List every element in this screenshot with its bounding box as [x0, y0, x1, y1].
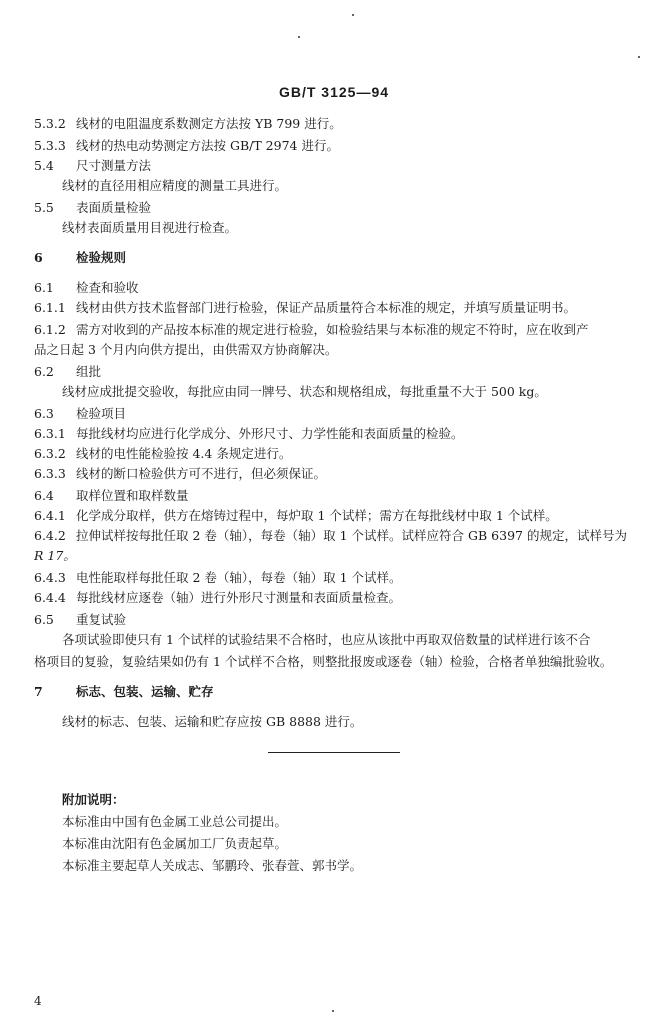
clause-text: 检查和验收	[76, 280, 139, 295]
clause-number: 6.4.3	[34, 570, 66, 585]
clause-text: 取样位置和取样数量	[76, 488, 189, 503]
clause-number: 5.5	[34, 200, 54, 215]
clause-line	[34, 138, 339, 154]
clause-text: 电性能取样每批任取 2 卷（轴），每卷（轴）取 1 个试样。	[76, 570, 402, 585]
clause-number: 6.4.4	[34, 590, 66, 605]
clause-number: 6.4	[34, 488, 54, 503]
clause-line	[34, 406, 126, 422]
clause-text: 拉伸试样按每批任取 2 卷（轴），每卷（轴）取 1 个试样。试样应符合 GB 6397 的规定，试样号为	[76, 528, 627, 543]
paragraph-line	[34, 714, 362, 730]
clause-line	[34, 488, 189, 504]
clause-line	[34, 612, 126, 628]
clause-number: 6.3.1	[34, 426, 66, 441]
clause-text: 线材的热电动势测定方法按 GB/T 2974 进行。	[76, 138, 339, 153]
clause-line	[34, 200, 151, 216]
clause-line	[34, 280, 139, 296]
clause-number: 5.3.3	[34, 138, 66, 153]
section-number: 7	[34, 684, 43, 699]
paragraph-line	[34, 654, 612, 670]
clause-text: 化学成分取样，供方在熔铸过程中，每炉取 1 个试样；需方在每批线材中取 1 个试样。	[76, 508, 558, 523]
clause-text: 组批	[76, 364, 102, 379]
clause-text: 重复试验	[76, 612, 127, 627]
note-item: 本标准由中国有色金属工业总公司提出。	[62, 814, 288, 829]
clause-line	[34, 116, 342, 132]
clause-number: 5.4	[34, 158, 54, 173]
clause-number: 6.4.1	[34, 508, 66, 523]
clause-number: 6.3.3	[34, 466, 66, 481]
clause-line	[34, 426, 464, 442]
clause-number: 6.3	[34, 406, 54, 421]
clause-line	[34, 364, 101, 380]
clause-number: 5.3.2	[34, 116, 66, 131]
section-heading	[34, 250, 126, 266]
clause-line	[34, 322, 589, 338]
paragraph-text: 线材的标志、包装、运输和贮存应按 GB 8888 进行。	[62, 714, 363, 729]
paragraph-text: 线材的直径用相应精度的测量工具进行。	[62, 178, 288, 193]
clause-text: 每批线材均应进行化学成分、外形尺寸、力学性能和表面质量的检验。	[76, 426, 464, 441]
scan-speck	[638, 56, 640, 58]
note-item: 本标准由沈阳有色金属加工厂负责起草。	[62, 836, 288, 851]
clause-line	[34, 508, 558, 524]
scan-speck	[298, 36, 300, 38]
clause-text: 每批线材应逐卷（轴）进行外形尺寸测量和表面质量检查。	[76, 590, 402, 605]
paragraph-line	[34, 384, 547, 400]
paragraph-text: 线材应成批提交验收，每批应由同一牌号、状态和规格组成，每批重量不大于 500 kg。	[62, 384, 547, 399]
section-number: 6	[34, 250, 43, 265]
clause-text: 尺寸测量方法	[76, 158, 152, 173]
paragraph-text: 品之日起 3 个月内向供方提出，由供需双方协商解决。	[34, 342, 338, 357]
clause-line	[34, 570, 402, 586]
clause-text: 线材由供方技术监督部门进行检验，保证产品质量符合本标准的规定，并填写质量证明书。	[76, 300, 577, 315]
clause-number: 6.5	[34, 612, 54, 627]
clause-number: 6.1.2	[34, 322, 66, 337]
section-title: 标志、包装、运输、贮存	[76, 684, 214, 699]
end-rule-divider	[268, 752, 400, 753]
clause-text: 检验项目	[76, 406, 127, 421]
paragraph-text: 线材表面质量用目视进行检查。	[62, 220, 238, 235]
note-item: 本标准主要起草人关成志、邹鹏玲、张春萱、郭书学。	[62, 858, 363, 873]
clause-text: 线材的电阻温度系数测定方法按 YB 799 进行。	[76, 116, 342, 131]
clause-number: 6.1	[34, 280, 54, 295]
notes-title: 附加说明：	[62, 792, 125, 807]
clause-line	[34, 528, 627, 544]
clause-line	[34, 466, 326, 482]
standard-code-header: GB/T 3125—94	[278, 84, 390, 100]
scan-speck	[352, 14, 354, 16]
paragraph-line	[34, 220, 237, 236]
clause-text: 表面质量检验	[76, 200, 152, 215]
section-title: 检验规则	[76, 250, 127, 265]
clause-number: 6.3.2	[34, 446, 66, 461]
paragraph-text: 格项目的复验，复验结果如仍有 1 个试样不合格，则整批报废或逐卷（轴）检验，合格者单独编批验收。	[34, 654, 613, 669]
clause-line	[34, 446, 291, 462]
clause-line	[34, 590, 401, 606]
scan-speck	[332, 1010, 334, 1012]
clause-text: 线材的断口检验供方可不进行，但必须保证。	[76, 466, 327, 481]
paragraph-text: R 17。	[34, 548, 76, 563]
clause-line	[34, 300, 576, 316]
clause-number: 6.2	[34, 364, 54, 379]
clause-number: 6.1.1	[34, 300, 66, 315]
paragraph-line	[34, 548, 76, 564]
clause-line	[34, 158, 151, 174]
clause-text: 线材的电性能检验按 4.4 条规定进行。	[76, 446, 292, 461]
paragraph-line	[34, 178, 287, 194]
clause-number: 6.4.2	[34, 528, 66, 543]
paragraph-line	[34, 632, 590, 648]
paragraph-line	[34, 342, 337, 358]
page-number: 4	[34, 994, 42, 1008]
paragraph-text: 各项试验即使只有 1 个试样的试验结果不合格时，也应从该批中再取双倍数量的试样进行该不合	[62, 632, 591, 647]
section-heading	[34, 684, 214, 700]
clause-text: 需方对收到的产品按本标准的规定进行检验，如检验结果与本标准的规定不符时，应在收到产	[76, 322, 589, 337]
